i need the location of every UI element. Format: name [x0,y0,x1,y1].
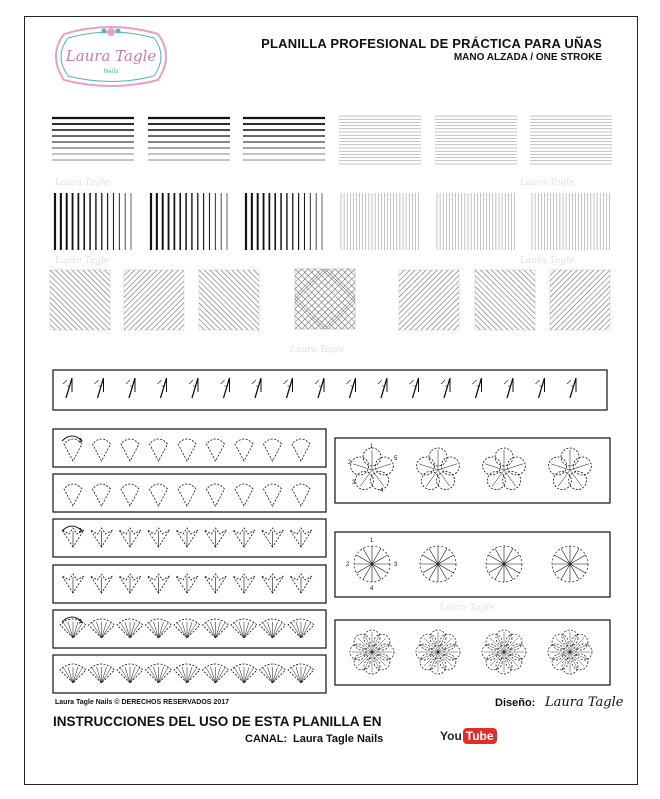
practice-line [550,270,594,314]
practice-line [410,281,459,330]
practice-line [551,464,570,470]
step-number: 1 [370,444,374,450]
step-number: 3 [394,562,398,568]
practice-line [50,308,72,330]
practice-line [140,286,184,330]
step-number: 2 [346,562,350,568]
practice-line [102,622,107,638]
petal-row [53,565,326,603]
stroke-glyph [441,378,450,398]
practice-line [68,667,73,683]
practice-line [566,286,610,330]
practice-line [237,270,259,292]
petal-shape [150,439,168,461]
practice-line [159,667,164,683]
practice-line [301,667,306,683]
practice-line [475,292,513,330]
row-frame [53,655,326,693]
horizontal-lines-row [52,116,612,164]
petal-shape [207,484,225,506]
practice-line [124,270,146,292]
practice-line [124,270,129,275]
stroke-arrow [504,380,508,384]
stroke-glyph [221,378,230,398]
practice-line [268,622,273,638]
practice-line [399,270,443,314]
practice-line [129,378,135,398]
step-number: 4 [370,586,374,592]
practice-line [360,470,372,486]
practice-line [72,270,110,308]
practice-line [524,270,535,281]
practice-line [151,297,184,330]
step-number: 5 [394,456,398,462]
practice-line [476,378,482,398]
practice-line [444,378,450,398]
practice-line [61,270,110,319]
guide-arrow [62,436,82,441]
panel-frame [335,438,610,503]
stroke-arrow [567,380,571,384]
hatch-square [399,270,459,330]
practice-line [130,622,135,638]
hatch-square [550,270,610,330]
stroke-glyph [378,378,387,398]
practice-line [154,622,159,638]
practice-line [179,325,184,330]
practice-line [154,667,159,683]
practice-line [124,270,151,297]
practice-line [248,270,259,281]
row-frame [53,474,326,512]
stroke-arrow [221,380,225,384]
petal-shape [178,484,196,506]
petal-row [53,429,326,467]
flower-guide [548,630,592,674]
practice-line [273,622,278,638]
practice-line [588,308,610,330]
practice-line [550,270,588,308]
petal-shape [292,439,310,461]
step-number: 2 [348,460,352,466]
watermark: Laura Tagle [520,256,575,266]
practice-line [475,270,535,330]
copyright-text: Laura Tagle Nails © DERECHOS RESERVADOS 2017 [55,699,229,706]
petal-shape [150,484,168,506]
hatch-square [475,270,535,330]
hatch-square [199,270,259,330]
practice-line [486,270,535,319]
practice-line [550,270,599,319]
practice-line [513,270,535,292]
stroke-arrow [284,380,288,384]
practice-line [159,622,164,638]
practice-line [157,303,184,330]
practice-line [572,292,610,330]
practice-line [399,270,448,319]
practice-line [239,667,244,683]
practice-line [50,297,83,330]
row-frame [53,519,326,557]
practice-line [211,667,216,683]
practice-line [415,286,459,330]
practice-line [507,378,513,398]
practice-line [301,622,306,638]
youtube-logo[interactable] [440,727,497,745]
page-title: PLANILLA PROFESIONAL DE PRÁCTICA PARA UÑAS [261,36,602,51]
practice-line [232,270,259,297]
flower-guide [346,538,398,592]
practice-line [98,378,104,398]
practice-line [399,270,459,330]
practice-line [353,464,372,470]
flower-panel [335,438,610,503]
watermark: Laura Tagle [520,178,575,188]
flower-panel [335,532,610,597]
petal-shape [64,484,82,506]
practice-line [475,281,524,330]
practice-line [475,297,508,330]
stroke-glyph [504,378,513,398]
practice-line [224,378,230,398]
petal-shape [178,439,196,461]
row-frame [53,429,326,467]
practice-line [211,622,216,638]
stroke-glyph [347,378,356,398]
practice-line [105,270,110,275]
practice-line [88,270,110,292]
practice-line [182,622,187,638]
step-number: 4 [380,488,384,494]
flower-guide [483,448,526,490]
practice-line [419,464,438,470]
practice-line [504,464,523,470]
practice-line [296,622,301,638]
practice-line [583,303,610,330]
practice-line [199,297,232,330]
practice-line [255,378,261,398]
petal-row [53,474,326,512]
petal-shape [235,484,253,506]
flower-panel [335,620,610,685]
practice-line [550,270,577,297]
practice-line [426,297,459,330]
practice-line [550,270,561,281]
practice-line [50,319,61,330]
practice-line [475,325,480,330]
practice-line [550,270,583,303]
guide-arrow [62,526,82,531]
practice-line [97,667,102,683]
practice-line [399,270,421,292]
practice-line [83,270,110,297]
practice-line [350,378,356,398]
flower-guide [552,546,588,582]
practice-line [173,319,184,330]
practice-line [199,325,204,330]
stroke-arrow [158,380,162,384]
logo-sub-text: Nails [103,68,119,75]
stroke-glyph [315,378,324,398]
strip-frame [53,370,607,410]
practice-line [199,308,221,330]
flower-guide [348,444,398,494]
practice-line [561,281,610,330]
petal-shape [235,439,253,461]
practice-line [454,325,459,330]
stroke-glyph [284,378,293,398]
practice-line [146,292,184,330]
practice-line [530,270,535,275]
flower-guide [350,630,394,674]
practice-line [550,270,555,275]
hatch-square [124,270,184,330]
practice-line [475,303,502,330]
stroke-glyph [473,378,482,398]
row-frame [53,565,326,603]
practice-line [273,667,278,683]
practice-line [162,308,184,330]
stroke-arrow [441,380,445,384]
practice-line [73,667,78,683]
stroke-arrow [410,380,414,384]
flower-practice-panels [335,438,610,685]
practice-line [66,270,110,314]
watermark: Laura Tagle [290,345,345,355]
practice-line [50,281,99,330]
hatch-square [50,270,110,330]
practice-line [485,464,504,470]
practice-line [50,286,94,330]
watermark: Laura Tagle [55,256,110,266]
practice-line [475,286,519,330]
practice-line [570,464,589,470]
practice-line [216,667,221,683]
practice-line [125,667,130,683]
practice-line [550,270,572,292]
flower-guide [549,448,592,490]
practice-line [475,319,486,330]
practice-line [199,270,259,330]
flower-guide [420,546,456,582]
practice-line [421,292,459,330]
vertical-lines-row [55,193,610,250]
practice-line [124,270,157,303]
stroke-glyph [95,378,104,398]
practice-line [381,378,387,398]
practice-line [508,270,535,297]
practice-line [605,325,610,330]
page-subtitle: MANO ALZADA / ONE STROKE [453,52,602,63]
stroke-arrow [347,380,351,384]
practice-line [437,308,459,330]
practice-line [50,292,88,330]
step-number: 1 [370,538,374,544]
practice-line [399,270,410,281]
practice-line [124,270,184,330]
practice-line [187,667,192,683]
designer-signature: Laura Tagle [545,695,624,710]
practice-line [372,464,391,470]
practice-line [502,270,535,303]
practice-line [399,270,426,297]
stroke-glyph [63,378,72,398]
flower-guide [417,448,460,490]
practice-line [570,378,576,398]
practice-line [124,270,173,319]
practice-line [187,622,192,638]
watermark: Laura Tagle [440,603,495,613]
petal-row [53,519,326,557]
guide-arrow [62,617,82,622]
stroke-arrow [536,380,540,384]
instructions-heading: INSTRUCCIONES DEL USO DE ESTA PLANILLA EN [53,714,382,729]
stroke-glyph [536,378,545,398]
practice-line [199,281,248,330]
practice-line [399,270,404,275]
practice-line [216,622,221,638]
practice-line [287,378,293,398]
channel-label: CANAL: [245,733,288,745]
stroke-glyph [158,378,167,398]
practice-line [210,270,259,319]
petal-shape [93,484,111,506]
stroke-glyph [126,378,135,398]
petal-shape [121,439,139,461]
petal-shape [292,484,310,506]
practice-line [599,319,610,330]
practice-line [399,270,437,308]
stroke-arrow [315,380,319,384]
petal-shape [264,484,282,506]
practice-line [102,667,107,683]
practice-line [296,667,301,683]
practice-line [399,270,432,303]
practice-line [124,270,162,308]
practice-line [182,667,187,683]
petal-shape [93,439,111,461]
practice-line [226,270,259,303]
practice-line [77,270,110,303]
watermark: Laura Tagle [55,178,110,188]
practice-line [199,286,243,330]
stroke-glyph [252,378,261,398]
practice-line [125,622,130,638]
stroke-glyph [189,378,198,398]
stroke-arrow [252,380,256,384]
practice-line [438,464,457,470]
practice-line [73,622,78,638]
diagonal-lines-row [50,269,610,330]
row-frame [53,610,326,648]
practice-line [192,378,198,398]
practice-line [66,378,72,398]
practice-line [124,270,168,314]
practice-line [221,270,259,308]
practice-line [130,667,135,683]
channel-name: Laura Tagle Nails [293,733,384,745]
practice-line [239,622,244,638]
youtube-tube-text: Tube [463,728,497,744]
practice-line [268,667,273,683]
practice-line [577,297,610,330]
practice-line [215,270,259,314]
stroke-practice-strip [53,370,607,410]
stroke-arrow [63,380,67,384]
youtube-you-text: You [440,729,462,743]
practice-line [492,470,504,486]
stroke-arrow [473,380,477,384]
practice-line [539,378,545,398]
practice-line [558,470,570,486]
practice-line [199,292,237,330]
practice-line [124,270,135,281]
practice-line [99,270,110,281]
practice-line [199,303,226,330]
flower-guide [482,630,526,674]
petal-shape [207,439,225,461]
stroke-arrow [126,380,130,384]
step-number: 3 [352,480,356,486]
petal-shape [264,439,282,461]
practice-line [50,325,55,330]
practice-line [550,270,610,330]
practice-line [135,281,184,330]
stroke-arrow [378,380,382,384]
practice-line [318,378,324,398]
practice-line [97,622,102,638]
practice-line [491,270,535,314]
practice-line [199,319,210,330]
flower-guide [416,630,460,674]
stroke-glyph [410,378,419,398]
practice-line [448,319,459,330]
practice-line [432,303,459,330]
stroke-glyph [567,378,576,398]
logo-brand-text: Laura Tagle [65,47,157,65]
practice-line [161,378,167,398]
practice-line [50,270,110,330]
practice-line [244,622,249,638]
practice-line [475,308,497,330]
stroke-arrow [189,380,193,384]
practice-line [497,270,535,308]
petal-shape [121,484,139,506]
stroke-arrow [95,380,99,384]
practice-line [254,270,259,275]
petal-row [53,655,326,693]
practice-line [68,622,73,638]
practice-line [244,667,249,683]
petal-row [53,610,326,648]
practice-line [50,303,77,330]
flower-guide [486,546,522,582]
petal-practice-rows [53,429,326,693]
practice-line [426,470,438,486]
practice-line [413,378,419,398]
design-label: Diseño: [495,697,536,709]
